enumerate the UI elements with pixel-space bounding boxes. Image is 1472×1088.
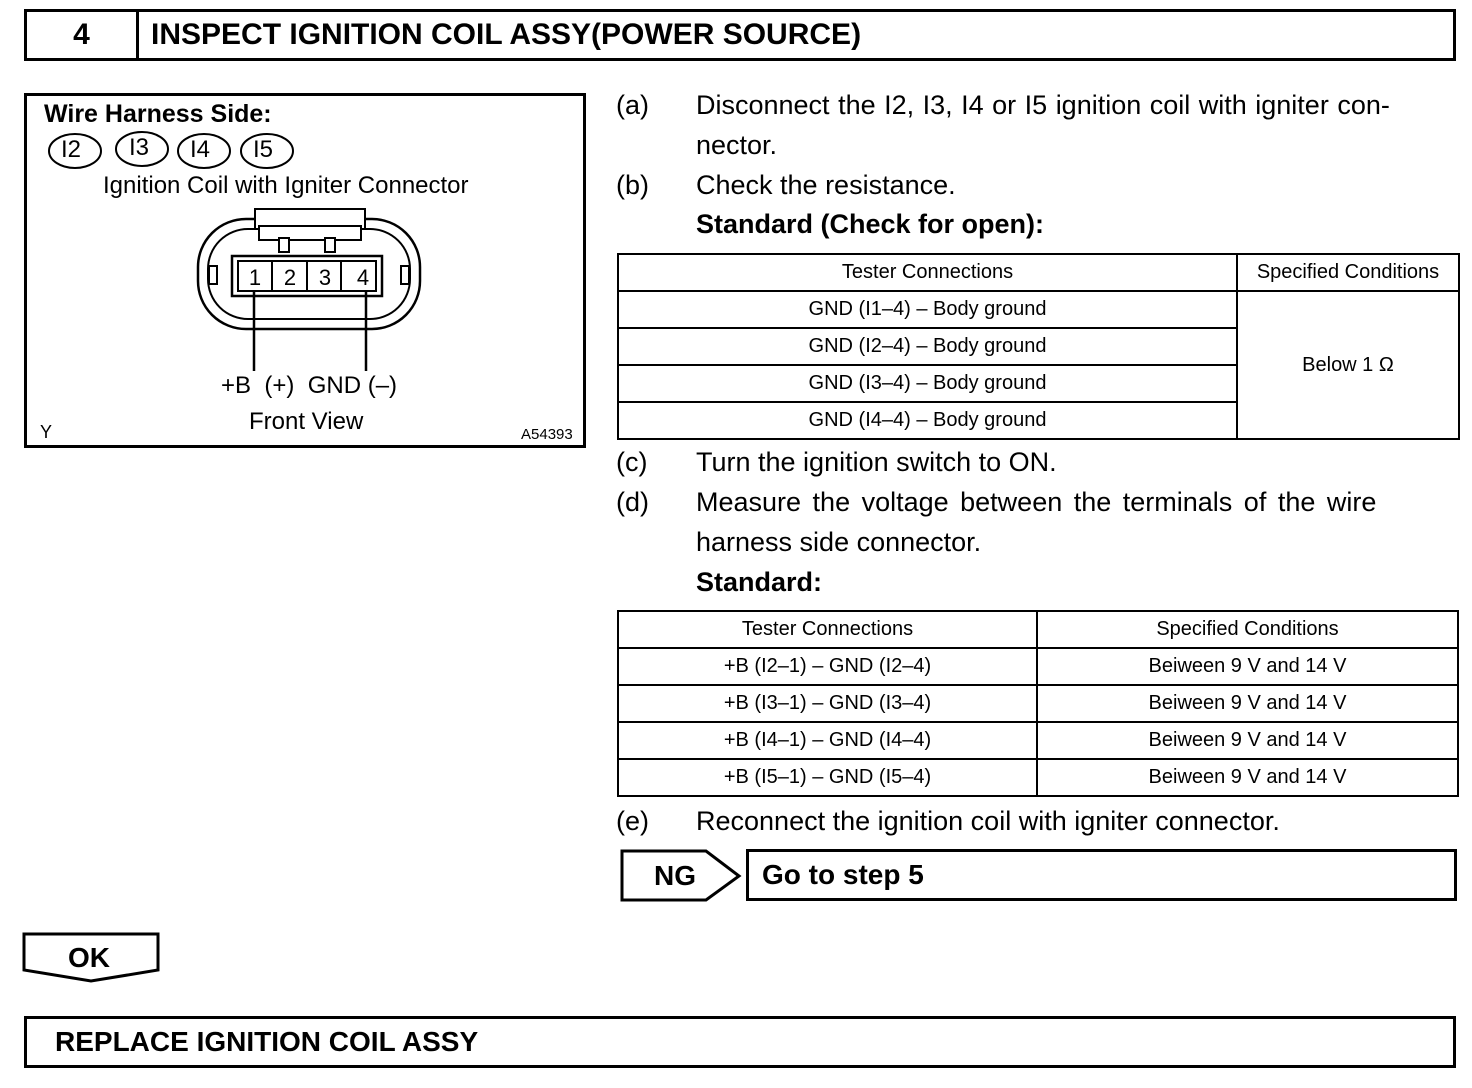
step-a-letter: (a): [616, 90, 649, 120]
table-cell-condition: Beiween 9 V and 14 V: [1037, 685, 1458, 722]
table-cell-connection: GND (I2–4) – Body ground: [618, 328, 1237, 365]
connector-lock-rail: [259, 226, 361, 240]
pin-1: 1: [248, 265, 262, 290]
step-d-text-2: harness side connector.: [696, 527, 982, 557]
final-action-text: REPLACE IGNITION COIL ASSY: [55, 1026, 479, 1057]
ok-branch: [22, 932, 162, 989]
ng-action-text: Go to step 5: [762, 859, 924, 890]
connector-code-i5: I5: [253, 136, 274, 163]
connector-figure: [24, 93, 586, 448]
table-cell-connection: GND (I4–4) – Body ground: [618, 402, 1237, 439]
ng-arrow-shape: [620, 849, 744, 903]
figure-corner-mark: Y: [40, 422, 53, 442]
connector-rib-right: [401, 266, 409, 284]
ok-label: OK: [68, 942, 110, 973]
table-header-cell: Specified Conditions: [1237, 254, 1459, 291]
step-c-text: Turn the ignition switch to ON.: [696, 447, 1057, 477]
table-cell-condition: Below 1 Ω: [1237, 291, 1459, 439]
table-cell-condition: Beiween 9 V and 14 V: [1037, 722, 1458, 759]
figure-id: A54393: [521, 426, 573, 443]
table-cell-connection: GND (I3–4) – Body ground: [618, 365, 1237, 402]
standard-label-b: Standard (Check for open):: [696, 209, 1045, 239]
connector-lock-post-right: [325, 238, 335, 252]
connector-rib-left: [209, 266, 217, 284]
step-d-letter: (d): [616, 487, 649, 517]
ng-label: NG: [654, 860, 696, 891]
table-header-cell: Tester Connections: [618, 611, 1037, 648]
connector-name: Ignition Coil with Igniter Connector: [103, 172, 469, 199]
table-header-row: [618, 254, 1459, 291]
pin-4: 4: [356, 265, 370, 290]
table-cell-connection: +B (I4–1) – GND (I4–4): [618, 722, 1037, 759]
table-row: [618, 759, 1458, 796]
voltage-table: [617, 610, 1459, 797]
table-cell-condition: Beiween 9 V and 14 V: [1037, 648, 1458, 685]
step-c-letter: (c): [616, 447, 648, 477]
ng-action-box: [746, 849, 1457, 901]
table-cell-condition: Beiween 9 V and 14 V: [1037, 759, 1458, 796]
ng-branch: [620, 849, 744, 908]
table-row: [618, 685, 1458, 722]
step-b-text: Check the resistance.: [696, 170, 956, 200]
connector-code-i3: I3: [129, 134, 150, 161]
step-a-text-2: nector.: [696, 130, 778, 160]
figure-heading: Wire Harness Side:: [44, 100, 272, 128]
view-label: Front View: [249, 408, 364, 435]
connector-code-i4: I4: [190, 136, 211, 163]
resistance-table: [617, 253, 1460, 440]
table-header-cell: Tester Connections: [618, 254, 1237, 291]
step-b-letter: (b): [616, 170, 649, 200]
step-number: 4: [27, 12, 139, 58]
step-a-text: Disconnect the I2, I3, I4 or I5 ignition coil with igniter con-: [696, 90, 1390, 120]
step-e-text: Reconnect the ignition coil with igniter connector.: [696, 806, 1280, 836]
step-d-text: Measure the voltage between the terminals of the wire: [696, 487, 1377, 517]
step-header: [24, 9, 1456, 61]
ok-arrow-shape: [22, 932, 162, 984]
table-header-row: [618, 611, 1458, 648]
final-action-box: [24, 1016, 1456, 1068]
table-cell-connection: +B (I2–1) – GND (I2–4): [618, 648, 1037, 685]
pin-3: 3: [318, 265, 332, 290]
table-cell-connection: GND (I1–4) – Body ground: [618, 291, 1237, 328]
table-cell-connection: +B (I5–1) – GND (I5–4): [618, 759, 1037, 796]
table-header-cell: Specified Conditions: [1037, 611, 1458, 648]
connector-lock-post-left: [279, 238, 289, 252]
connector-code-i2: I2: [61, 136, 82, 163]
table-row: [618, 722, 1458, 759]
pin-labels: +B (+) GND (–): [221, 372, 398, 399]
table-row: [618, 648, 1458, 685]
table-row: [618, 291, 1459, 328]
step-e-letter: (e): [616, 806, 649, 836]
step-title: INSPECT IGNITION COIL ASSY(POWER SOURCE): [151, 18, 862, 51]
pin-2: 2: [283, 265, 297, 290]
standard-label-d: Standard:: [696, 567, 823, 597]
table-cell-connection: +B (I3–1) – GND (I3–4): [618, 685, 1037, 722]
